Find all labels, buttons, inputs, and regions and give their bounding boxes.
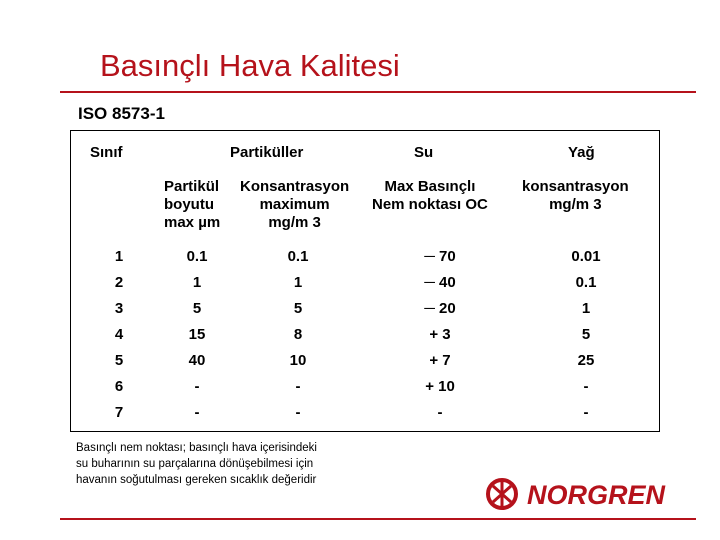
dew-point-note: Basınçlı nem noktası; basınçlı hava içerisindeki su buharının su parçalarına dönüşebilmesi için havanın soğutulması gereken sıcaklık değeridir bbox=[76, 442, 317, 486]
table-cell-conc: 5 bbox=[293, 300, 303, 317]
table-cell-dew: + 3 bbox=[429, 326, 451, 343]
norgren-logo bbox=[485, 474, 697, 514]
table-cell-oil: 1 bbox=[581, 300, 591, 317]
table-cell-conc: 8 bbox=[293, 326, 303, 343]
table-cell-size: 1 bbox=[192, 274, 202, 291]
footer-divider bbox=[60, 518, 696, 520]
header-oil: Yağ bbox=[568, 144, 595, 161]
table-cell-dew: ─ 70 bbox=[424, 248, 456, 265]
table-cell-oil: 5 bbox=[581, 326, 591, 343]
table-cell-size: 40 bbox=[188, 352, 206, 369]
table-cell-conc: - bbox=[295, 404, 301, 421]
table-cell-oil: 0.01 bbox=[571, 248, 601, 265]
table-cell-conc: 0.1 bbox=[287, 248, 309, 265]
table-cell-dew: - bbox=[437, 404, 443, 421]
table-cell-cls: 5 bbox=[114, 352, 124, 369]
table-cell-dew: + 7 bbox=[429, 352, 451, 369]
table-cell-conc: 10 bbox=[289, 352, 307, 369]
table-cell-dew: + 10 bbox=[425, 378, 455, 395]
subheader-particle-concentration: Konsantrasyon maximum mg/m 3 bbox=[240, 178, 350, 231]
table-cell-cls: 4 bbox=[114, 326, 124, 343]
title-divider bbox=[60, 91, 696, 93]
table-cell-size: - bbox=[194, 404, 200, 421]
table-cell-cls: 2 bbox=[114, 274, 124, 291]
page-title: Basınçlı Hava Kalitesi bbox=[100, 48, 400, 83]
table-cell-dew: ─ 20 bbox=[424, 300, 456, 317]
table-cell-conc: 1 bbox=[293, 274, 303, 291]
table-cell-cls: 7 bbox=[114, 404, 124, 421]
standard-label: ISO 8573-1 bbox=[78, 104, 165, 123]
table-cell-oil: - bbox=[583, 378, 589, 395]
header-water: Su bbox=[414, 144, 434, 161]
norgren-wordmark: NORGREN bbox=[527, 480, 666, 510]
subheader-dew-point: Max Basınçlı Nem noktası OC bbox=[372, 178, 488, 213]
table-cell-cls: 3 bbox=[114, 300, 124, 317]
quality-table-frame bbox=[70, 130, 660, 432]
table-cell-size: 0.1 bbox=[186, 248, 208, 265]
table-cell-size: 15 bbox=[188, 326, 206, 343]
subheader-particle-size: Partikül boyutu max µm bbox=[164, 178, 221, 231]
table-cell-cls: 6 bbox=[114, 378, 124, 395]
subheader-oil-concentration: konsantrasyon mg/m 3 bbox=[522, 178, 629, 213]
table-cell-oil: 0.1 bbox=[575, 274, 597, 291]
table-cell-size: 5 bbox=[192, 300, 202, 317]
table-cell-dew: ─ 40 bbox=[424, 274, 456, 291]
table-cell-conc: - bbox=[295, 378, 301, 395]
header-particles: Partiküller bbox=[230, 144, 304, 161]
table-cell-oil: 25 bbox=[577, 352, 595, 369]
norgren-emblem-icon bbox=[488, 480, 516, 508]
header-class: Sınıf bbox=[90, 144, 123, 161]
table-cell-size: - bbox=[194, 378, 200, 395]
table-cell-oil: - bbox=[583, 404, 589, 421]
table-cell-cls: 1 bbox=[114, 248, 124, 265]
